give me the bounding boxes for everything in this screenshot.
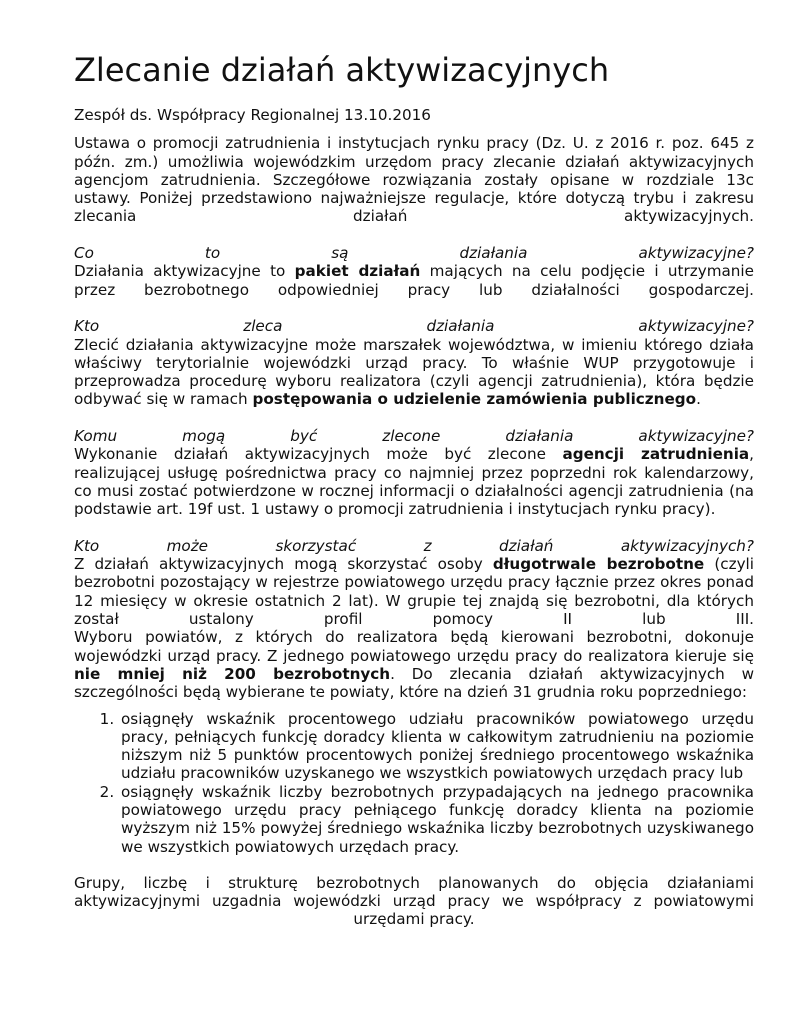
emphasis: postępowania o udzielenie zamówienia publicznego [252, 390, 697, 409]
emphasis: agencji zatrudnienia [562, 445, 750, 464]
final-paragraph: Grupy, liczbę i strukturę bezrobotnych planowanych do objęcia działaniami aktywizacyjnymi uzgadnia wojewódzki urząd pracy we współpracy z powiatowymi urzędami pracy. [74, 873, 754, 929]
answer-paragraph: Wyboru powiatów, z których do realizatora będą kierowani bezrobotni, dokonuje wojewódzki urząd pracy. Z jednego powiatowego urzędu pracy do realizatora kieruje się nie mniej niż 200 bezrobotnych. Do zlecania działań aktywizacyjnych w szczególności będą wybierane te powiaty, które na dzień 31 grudnia roku poprzedniego: [74, 628, 754, 702]
emphasis: nie mniej niż 200 bezrobotnych [74, 664, 391, 683]
answer-paragraph: Wykonanie działań aktywizacyjnych może być zlecone agencji zatrudnienia, realizującej usługę pośrednictwa pracy co najmniej przez poprzedni rok kalendarzowy, co musi zostać potwierdzone w rocznej informacji o działalności agencji zatrudnienia (na podstawie art. 19f ust. 1 ustawy o promocji zatrudnienia i instytucjach rynku pracy). [74, 445, 754, 519]
question-heading: Co to są działania aktywizacyjne? [74, 244, 754, 263]
answer-paragraph: Działania aktywizacyjne to pakiet działań mających na celu podjęcie i utrzymanie przez bezrobotnego odpowiedniej pracy lub działalności gospodarczej. [74, 262, 754, 299]
emphasis: długotrwale bezrobotne [492, 555, 705, 574]
answer-paragraph: Zlecić działania aktywizacyjne może marszałek województwa, w imieniu którego działa właściwy terytorialnie wojewódzki urząd pracy. To właśnie WUP przygotowuje i przeprowadza procedurę wyboru realizatora (czyli agencji zatrudnienia), która będzie odbywać się w ramach postępowania o udzielenie zamówienia publicznego. [74, 335, 754, 409]
emphasis: pakiet działań [294, 262, 421, 281]
question-heading: Kto zleca działania aktywizacyjne? [74, 317, 754, 336]
question-heading: Komu mogą być zlecone działania aktywizacyjne? [74, 427, 754, 446]
answer-paragraph: Z działań aktywizacyjnych mogą skorzystać osoby długotrwale bezrobotne (czyli bezrobotni pozostający w rejestrze powiatowego urzędu pracy łącznie przez okres ponad 12 miesięcy w okresie ostatnich 2 lat). W grupie tej znajdą się bezrobotni, dla których został ustalony profil pomocy II lub III. [74, 555, 754, 629]
intro-paragraph: Ustawa o promocji zatrudnienia i instytucjach rynku pracy (Dz. U. z 2016 r. poz. 645 z późn. zm.) umożliwia wojewódzkim urzędom pracy zlecanie działań aktywizacyjnych agencjom zatrudnienia. Szczegółowe rozwiązania zostały opisane w rozdziale 13c ustawy. Poniżej przedstawiono najważniejsze regulacje, które dotyczą trybu i zakresu zlecania działań aktywizacyjnych. [74, 134, 754, 226]
document-meta: Zespół ds. Współpracy Regionalnej 13.10.2016 [74, 106, 431, 124]
criteria-list [74, 710, 754, 856]
list-item: 1. osiągnęły wskaźnik procentowego udziału pracowników powiatowego urzędu pracy, pełniących funkcję doradcy klienta w całkowitym zatrudnieniu na poziomie niższym niż 5 punktów procentowych poniżej średniego procentowego wskaźnika udziału pracowników uzyskanego we wszystkich powiatowych urzędach pracy lub [119, 710, 754, 783]
list-item: 2. osiągnęły wskaźnik liczby bezrobotnych przypadających na jednego pracownika powiatowego urzędu pracy pełniącego funkcję doradcy klienta na poziomie wyższym niż 15% powyżej średniego wskaźnika liczby bezrobotnych uzyskiwanego we wszystkich powiatowych urzędach pracy. [119, 783, 754, 856]
question-heading: Kto może skorzystać z działań aktywizacyjnych? [74, 536, 754, 555]
page-title: Zlecanie działań aktywizacyjnych [74, 51, 610, 89]
